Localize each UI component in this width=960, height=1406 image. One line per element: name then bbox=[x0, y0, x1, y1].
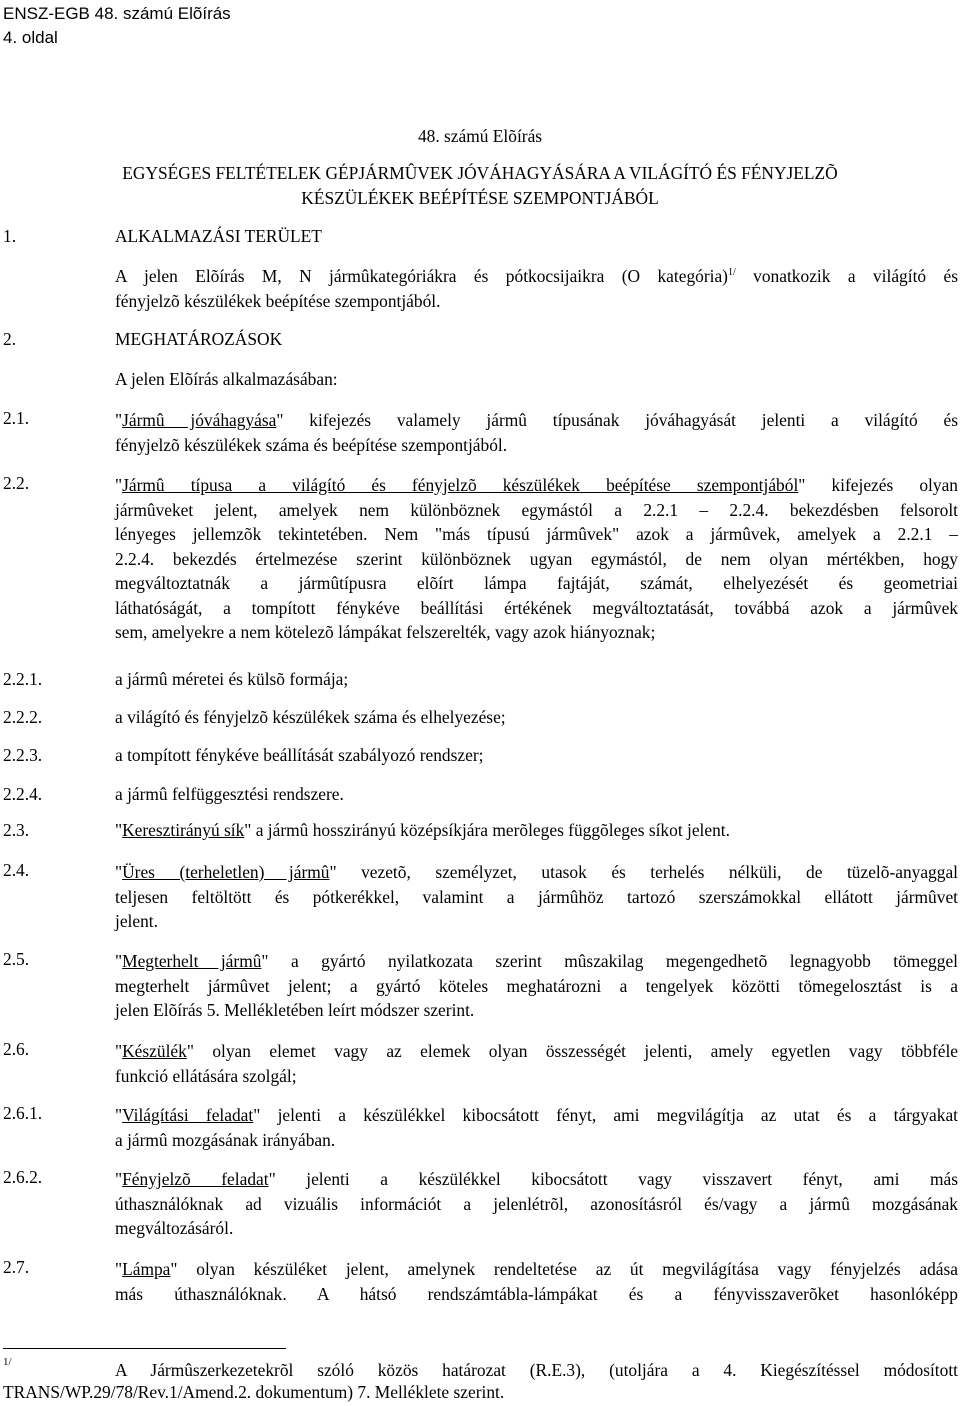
list-item-text: a tompított fénykéve beállítását szabályozó rendszer; bbox=[115, 745, 484, 765]
paragraph-text: sem, amelyekre a nem kötelezõ lámpákat felszerelték, vagy azok hiányoznak; bbox=[115, 622, 656, 642]
defined-term: Készülék bbox=[122, 1041, 187, 1061]
paragraph-text: funkció ellátására szolgál; bbox=[115, 1065, 297, 1086]
paragraph-text: fényjelzõ készülékek beépítése szempontjából. bbox=[115, 290, 441, 311]
item-number: 2.6.1. bbox=[3, 1103, 43, 1123]
paragraph-text: 2.2.4. bekezdés értelmezése szerint különböznek ugyan egymástól, de nem olyan mértékben, hogy bbox=[115, 548, 958, 569]
item-number: 2.1. bbox=[3, 408, 30, 428]
regulation-subtitle-line2: KÉSZÜLÉKEK BEÉPÍTÉSE SZEMPONTJÁBÓL bbox=[301, 188, 659, 208]
section-intro: A jelen Elõírás alkalmazásában: bbox=[115, 369, 338, 389]
list-item-text: a jármû méretei és külsõ formája; bbox=[115, 669, 349, 689]
footnote-separator bbox=[3, 1348, 286, 1349]
item-number: 2.2.1. bbox=[3, 669, 43, 689]
defined-term: Megterhelt jármû bbox=[122, 951, 262, 971]
defined-term: Üres (terheletlen) jármû bbox=[122, 862, 330, 882]
list-item-text: a világító és fényjelzõ készülékek száma és elhelyezése; bbox=[115, 707, 506, 727]
running-header-page: 4. oldal bbox=[3, 28, 58, 47]
paragraph-text: a jármû mozgásának irányában. bbox=[115, 1129, 336, 1150]
defined-term: Jármû jóváhagyása bbox=[122, 410, 277, 430]
paragraph-text: megváltoztatnák a jármûtípusra elõírt lámpa fajtáját, számát, elhelyezését és geometriai bbox=[115, 573, 958, 593]
definition-paragraph: "Keresztirányú sík" a jármû hosszirányú középsíkjára merõleges függõleges síkot jelent. bbox=[115, 820, 730, 840]
paragraph-text: jelent. bbox=[115, 911, 158, 931]
definition-paragraph: "Lámpa" olyan készüléket jelent, amelynek rendeltetése az út megvilágítása vagy fényjelzés adása más úthasználóknak. A hátsó rendszámtábla-lámpákat és a fényvisszaverõket hasonlóképp bbox=[115, 1257, 958, 1306]
paragraph-text: lényeges jellemzõk tekintetében. Nem "más típusú jármûvek" azok a jármûvek, amelyek a 2.2.1 – bbox=[115, 524, 958, 544]
paragraph-text: " olyan készüléket jelent, amelynek rendeltetése az út megvilágítása vagy fényjelzés adása bbox=[170, 1259, 958, 1279]
paragraph-text: vonatkozik a világító és bbox=[735, 266, 958, 286]
footnote-line: A Jármûszerkezetekrõl szóló közös határozat (R.E.3), (utoljára a 4. Kiegészítéssel módosított bbox=[115, 1360, 958, 1380]
item-number: 2.4. bbox=[3, 860, 30, 880]
list-item-text: a jármû felfüggesztési rendszere. bbox=[115, 784, 344, 804]
regulation-subtitle-line1: EGYSÉGES FELTÉTELEK GÉPJÁRMÛVEK JÓVÁHAGYÁSÁRA A VILÁGÍTÓ ÉS FÉNYJELZÕ bbox=[122, 163, 838, 183]
paragraph-text: " kifejezés valamely jármû típusának jóváhagyását jelenti a világító és bbox=[276, 410, 958, 430]
paragraph-text: más úthasználóknak. A hátsó rendszámtábla-lámpákat és a fényvisszaverõket hasonlóképp bbox=[115, 1283, 958, 1304]
footnote-text bbox=[115, 1358, 958, 1382]
item-number: 2.2.3. bbox=[3, 745, 43, 765]
paragraph-text: " olyan elemet vagy az elemek olyan összességét jelenti, amely egyetlen vagy többféle bbox=[186, 1041, 958, 1061]
item-number: 2.2.4. bbox=[3, 784, 43, 804]
paragraph-text: " jelenti a készülékkel kibocsátott fényt, ami megvilágítja az utat és a tárgyakat bbox=[253, 1105, 958, 1125]
paragraph-text: " a jármû hosszirányú középsíkjára merõleges függõleges síkot jelent. bbox=[244, 820, 730, 840]
footnote-mark: 1/ bbox=[3, 1356, 12, 1368]
item-number: 2.5. bbox=[3, 949, 30, 969]
paragraph-text: jelen Elõírás 5. Mellékletében leírt módszer szerint. bbox=[115, 1000, 475, 1020]
paragraph-text: A jelen Elõírás M, N jármûkategóriákra és pótkocsijaikra (O kategória) bbox=[115, 266, 728, 286]
section-number: 2. bbox=[3, 329, 17, 349]
defined-term: Keresztirányú sík bbox=[122, 820, 245, 840]
section-paragraph bbox=[115, 264, 958, 313]
section-number: 1. bbox=[3, 226, 17, 246]
definition-paragraph: "Jármû jóváhagyása" kifejezés valamely jármû típusának jóváhagyását jelenti a világító és fényjelzõ készülékek száma és beépítése szempontjából. bbox=[115, 408, 958, 457]
definition-paragraph: "Világítási feladat" jelenti a készülékkel kibocsátott fényt, ami megvilágítja az utat és a tárgyakat a jármû mozgásának irányában. bbox=[115, 1103, 958, 1152]
footnote-line: TRANS/WP.29/78/Rev.1/Amend.2. dokumentum) 7. Melléklete szerint. bbox=[3, 1382, 505, 1402]
section-heading: ALKALMAZÁSI TERÜLET bbox=[115, 226, 322, 246]
paragraph-text: " kifejezés olyan bbox=[798, 475, 958, 495]
definition-paragraph: "Készülék" olyan elemet vagy az elemek olyan összességét jelenti, amely egyetlen vagy többféle funkció ellátására szolgál; bbox=[115, 1039, 958, 1088]
defined-term: Világítási feladat bbox=[122, 1105, 254, 1125]
paragraph-text: fényjelzõ készülékek száma és beépítése szempontjából. bbox=[115, 434, 508, 455]
defined-term: Fényjelzõ feladat bbox=[122, 1169, 269, 1189]
item-number: 2.6. bbox=[3, 1039, 30, 1059]
paragraph-text: úthasználóknak ad vizuális információt a jelenlétrõl, azonosításról és/vagy a jármû mozgásának bbox=[115, 1193, 958, 1214]
defined-term: Jármû típusa a világító és fényjelzõ készülékek beépítése szempontjából bbox=[122, 475, 799, 495]
item-number: 2.3. bbox=[3, 820, 30, 840]
item-number: 2.2. bbox=[3, 473, 30, 493]
section-heading: MEGHATÁROZÁSOK bbox=[115, 329, 283, 349]
paragraph-text: teljesen feltöltött és pótkerékkel, valamint a jármûhöz tartozó szerszámokkal ellátott jármûvet bbox=[115, 886, 958, 907]
running-header-title: ENSZ-EGB 48. számú Elõírás bbox=[3, 4, 231, 23]
paragraph-text: láthatóságát, a tompított fénykéve beállítási értékének megváltoztatását, továbbá azok a jármûvek bbox=[115, 597, 958, 618]
paragraph-text: megterhelt jármûvet jelent; a gyártó köteles meghatározni a tengelyek közötti tömegelosztást is a bbox=[115, 975, 958, 996]
definition-paragraph: "Üres (terheletlen) jármû" vezetõ, személyzet, utasok és terhelés nélküli, de tüzelõ-anyaggal teljesen feltöltött és pótkerékkel, valamint a jármûhöz tartozó szerszámokkal ellátott jármûvet jelent. bbox=[115, 860, 958, 934]
definition-paragraph: "Jármû típusa a világító és fényjelzõ készülékek beépítése szempontjából" kifejezés olyan jármûveket jelent, amelyek nem különböznek egymástól a 2.2.1 – 2.2.4. bekezdésben felsorolt lényeges jellemzõk tekintetében. Nem "más típusú jármûvek" azok a jármûvek, amelyek a 2.2.1 – 2.2.4. bekezdés értelmezése szerint különböznek ugyan egymástól, de nem olyan mértékben, hogy megváltoztatnák a jármûtípusra elõírt lámpa fajtáját, számát, elhelyezését és geometriai láthatóságát, a tompított fénykéve beállítási értékének megváltoztatását, továbbá azok a jármûvek sem, amelyekre a nem kötelezõ lámpákat felszerelték, vagy azok hiányoznak; bbox=[115, 473, 958, 645]
defined-term: Lámpa bbox=[122, 1259, 171, 1279]
paragraph-text: " vezetõ, személyzet, utasok és terhelés nélküli, de tüzelõ-anyaggal bbox=[329, 862, 959, 882]
item-number: 2.6.2. bbox=[3, 1167, 43, 1187]
paragraph-text: jármûveket jelent, amelyek nem különböznek egymástól a 2.2.1 – 2.2.4. bekezdésben felsorolt bbox=[115, 499, 958, 520]
regulation-title: 48. számú Elõírás bbox=[417, 126, 543, 146]
paragraph-text: " a gyártó nyilatkozata szerint mûszakilag megengedhetõ legnagyobb tömeggel bbox=[261, 951, 958, 971]
definition-paragraph: "Megterhelt jármû" a gyártó nyilatkozata szerint mûszakilag megengedhetõ legnagyobb tömeggel megterhelt jármûvet jelent; a gyártó köteles meghatározni a tengelyek közötti tömegelosztást is a jelen Elõírás 5. Mellékletében leírt módszer szerint. bbox=[115, 949, 958, 1023]
paragraph-text: megváltozásáról. bbox=[115, 1218, 234, 1238]
footnote-reference[interactable]: 1/ bbox=[727, 267, 736, 279]
item-number: 2.7. bbox=[3, 1257, 30, 1277]
paragraph-text: " jelenti a készülékkel kibocsátott vagy visszavert fényt, ami más bbox=[268, 1169, 958, 1189]
definition-paragraph: "Fényjelzõ feladat" jelenti a készülékkel kibocsátott vagy visszavert fényt, ami más úthasználóknak ad vizuális információt a jelenlétrõl, azonosításról és/vagy a jármû mozgásának megváltozásáról. bbox=[115, 1167, 958, 1241]
item-number: 2.2.2. bbox=[3, 707, 43, 727]
